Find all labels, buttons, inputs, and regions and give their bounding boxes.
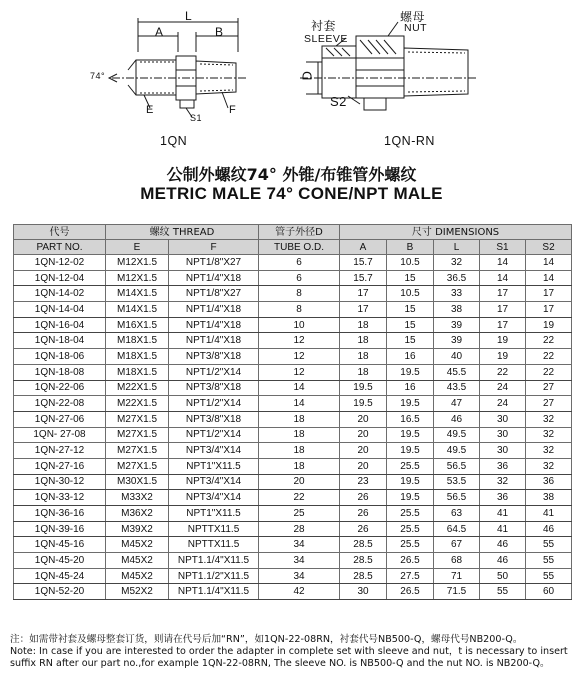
cell-dim-a: 20	[340, 427, 387, 443]
cell-thread-f: NPT1/2"X14	[169, 427, 259, 443]
cell-thread-f: NPT1/4"X18	[169, 333, 259, 349]
cell-thread-f: NPT1/4"X18	[169, 270, 259, 286]
table-row	[14, 302, 572, 318]
cell-part-no: 1QN-27-12	[14, 443, 106, 459]
cell-dim-s1: 30	[480, 443, 526, 459]
cell-dim-b: 19.5	[387, 443, 434, 459]
cell-dim-b: 15	[387, 333, 434, 349]
cell-tube-od: 6	[259, 255, 340, 271]
cell-dim-a: 18	[340, 333, 387, 349]
cell-dim-l: 36.5	[434, 270, 480, 286]
cell-thread-f: NPT3/4"X14	[169, 490, 259, 506]
drawing-caption-1qn-rn: 1QN-RN	[384, 134, 435, 148]
cell-dim-l: 64.5	[434, 521, 480, 537]
cell-dim-b: 10.5	[387, 286, 434, 302]
header-col-a: A	[340, 240, 387, 255]
cell-tube-od: 14	[259, 396, 340, 412]
cell-tube-od: 6	[259, 270, 340, 286]
cell-thread-f: NPTTX11.5	[169, 521, 259, 537]
dim-label-f: F	[229, 104, 237, 116]
cell-dim-a: 23	[340, 474, 387, 490]
table-row	[14, 584, 572, 600]
cell-thread-e: M45X2	[106, 553, 169, 569]
note-line-en-1: Note: In case if you are interested to order the adapter in complete set with sleeve and nut，t is necessary to insert	[10, 646, 568, 657]
cell-part-no: 1QN-14-02	[14, 286, 106, 302]
cell-dim-l: 49.5	[434, 443, 480, 459]
cell-thread-e: M39X2	[106, 521, 169, 537]
header-col-s2: S2	[526, 240, 572, 255]
cell-thread-f: NPT3/4"X14	[169, 443, 259, 459]
cell-tube-od: 25	[259, 506, 340, 522]
dim-label-s1: S1	[190, 113, 203, 123]
cell-thread-e: M14X1.5	[106, 286, 169, 302]
table-row	[14, 364, 572, 380]
table-row	[14, 317, 572, 333]
header-col-b: B	[387, 240, 434, 255]
cell-thread-e: M36X2	[106, 506, 169, 522]
cell-tube-od: 8	[259, 302, 340, 318]
cell-thread-e: M14X1.5	[106, 302, 169, 318]
cell-thread-f: NPT3/8"X18	[169, 349, 259, 365]
cell-dim-l: 47	[434, 396, 480, 412]
cell-tube-od: 22	[259, 490, 340, 506]
cell-dim-b: 15	[387, 317, 434, 333]
cell-part-no: 1QN-45-16	[14, 537, 106, 553]
cell-dim-a: 18	[340, 364, 387, 380]
title-english: METRIC MALE 74° CONE/NPT MALE	[140, 184, 443, 203]
sleeve-label-en: SLEEVE	[304, 33, 348, 45]
cell-dim-a: 26	[340, 490, 387, 506]
cell-dim-s2: 17	[526, 286, 572, 302]
cell-tube-od: 18	[259, 411, 340, 427]
cell-dim-a: 17	[340, 286, 387, 302]
cell-dim-l: 71	[434, 568, 480, 584]
cell-tube-od: 14	[259, 380, 340, 396]
cell-dim-b: 10.5	[387, 255, 434, 271]
table-row	[14, 333, 572, 349]
cell-part-no: 1QN-16-04	[14, 317, 106, 333]
table-row	[14, 490, 572, 506]
cell-dim-s2: 22	[526, 333, 572, 349]
cell-tube-od: 12	[259, 333, 340, 349]
cell-dim-b: 25.5	[387, 521, 434, 537]
note-line-cn: 注：如需带衬套及螺母整套订货，则请在代号后加“RN”，如1QN-22-08RN，衬套代号NB500-Q，螺母代号NB200-Q。	[10, 634, 523, 645]
cell-thread-f: NPTTX11.5	[169, 537, 259, 553]
header-f: F	[169, 240, 259, 255]
cell-dim-a: 17	[340, 302, 387, 318]
cell-thread-e: M18X1.5	[106, 333, 169, 349]
cell-dim-s1: 46	[480, 537, 526, 553]
cell-dim-s1: 19	[480, 333, 526, 349]
cell-dim-l: 45.5	[434, 364, 480, 380]
cell-thread-f: NPT1/8"X27	[169, 255, 259, 271]
cell-thread-e: M45X2	[106, 568, 169, 584]
cell-dim-l: 68	[434, 553, 480, 569]
cell-dim-s2: 22	[526, 349, 572, 365]
cell-dim-s1: 32	[480, 474, 526, 490]
cell-thread-e: M16X1.5	[106, 317, 169, 333]
cell-dim-a: 15.7	[340, 270, 387, 286]
cell-tube-od: 10	[259, 317, 340, 333]
cell-tube-od: 28	[259, 521, 340, 537]
cell-dim-s1: 17	[480, 286, 526, 302]
cell-tube-od: 8	[259, 286, 340, 302]
cell-dim-s1: 22	[480, 364, 526, 380]
cell-dim-b: 25.5	[387, 506, 434, 522]
cell-dim-l: 56.5	[434, 458, 480, 474]
cell-thread-e: M22X1.5	[106, 380, 169, 396]
cell-dim-a: 19.5	[340, 380, 387, 396]
cell-dim-s2: 60	[526, 584, 572, 600]
cell-part-no: 1QN-22-06	[14, 380, 106, 396]
cell-dim-a: 30	[340, 584, 387, 600]
header-part-en: PART NO.	[14, 240, 106, 255]
cell-dim-l: 63	[434, 506, 480, 522]
cell-dim-s1: 30	[480, 427, 526, 443]
header-col-s1: S1	[480, 240, 526, 255]
cell-thread-f: NPT1.1/2"X11.5	[169, 568, 259, 584]
cell-dim-s2: 55	[526, 537, 572, 553]
cell-dim-s2: 41	[526, 506, 572, 522]
cell-dim-s2: 27	[526, 396, 572, 412]
cell-part-no: 1QN-52-20	[14, 584, 106, 600]
cell-dim-b: 19.5	[387, 490, 434, 506]
cell-thread-f: NPT3/8"X18	[169, 380, 259, 396]
cell-dim-b: 27.5	[387, 568, 434, 584]
cell-tube-od: 34	[259, 537, 340, 553]
cell-dim-s2: 38	[526, 490, 572, 506]
cell-thread-e: M52X2	[106, 584, 169, 600]
cell-part-no: 1QN-45-20	[14, 553, 106, 569]
cell-part-no: 1QN-27-06	[14, 411, 106, 427]
cell-dim-a: 20	[340, 458, 387, 474]
cell-dim-l: 46	[434, 411, 480, 427]
cell-thread-f: NPT1/4"X18	[169, 317, 259, 333]
cell-dim-b: 16	[387, 380, 434, 396]
cell-thread-e: M12X1.5	[106, 270, 169, 286]
cell-part-no: 1QN-18-08	[14, 364, 106, 380]
cell-part-no: 1QN-36-16	[14, 506, 106, 522]
cell-thread-f: NPT1/8"X27	[169, 286, 259, 302]
cell-tube-od: 18	[259, 458, 340, 474]
table-row	[14, 537, 572, 553]
cell-dim-s1: 14	[480, 255, 526, 271]
cell-thread-f: NPT1"X11.5	[169, 458, 259, 474]
cell-dim-s2: 55	[526, 568, 572, 584]
cell-dim-s2: 55	[526, 553, 572, 569]
cell-tube-od: 34	[259, 553, 340, 569]
cell-dim-s2: 32	[526, 411, 572, 427]
cell-dim-a: 28.5	[340, 537, 387, 553]
cell-dim-a: 20	[340, 443, 387, 459]
cell-dim-s2: 46	[526, 521, 572, 537]
cell-dim-b: 26.5	[387, 553, 434, 569]
cell-thread-f: NPT1"X11.5	[169, 506, 259, 522]
table-row	[14, 270, 572, 286]
cell-dim-l: 40	[434, 349, 480, 365]
cell-part-no: 1QN-22-08	[14, 396, 106, 412]
cell-dim-b: 19.5	[387, 364, 434, 380]
cell-dim-b: 16	[387, 349, 434, 365]
cell-thread-e: M27X1.5	[106, 443, 169, 459]
cell-dim-s1: 50	[480, 568, 526, 584]
cell-dim-s2: 14	[526, 270, 572, 286]
cell-dim-s2: 17	[526, 302, 572, 318]
cell-part-no: 1QN-18-06	[14, 349, 106, 365]
cell-dim-s1: 17	[480, 317, 526, 333]
cell-part-no: 1QN-18-04	[14, 333, 106, 349]
cell-thread-f: NPT1/4"X18	[169, 302, 259, 318]
dim-label-l: L	[185, 9, 193, 23]
footnote	[10, 634, 575, 670]
header-tube-en: TUBE O.D.	[259, 240, 340, 255]
cell-thread-e: M12X1.5	[106, 255, 169, 271]
header-e: E	[106, 240, 169, 255]
cell-dim-s1: 24	[480, 396, 526, 412]
cell-thread-f: NPT1.1/4"X11.5	[169, 553, 259, 569]
nut-label-cn: 螺母	[400, 10, 426, 24]
cell-dim-s1: 41	[480, 506, 526, 522]
header-tube-cn: 管子外径D	[259, 225, 340, 240]
cell-dim-l: 56.5	[434, 490, 480, 506]
cell-thread-f: NPT3/4"X14	[169, 474, 259, 490]
cell-part-no: 1QN-33-12	[14, 490, 106, 506]
cell-dim-a: 18	[340, 349, 387, 365]
cell-dim-s1: 55	[480, 584, 526, 600]
table-row	[14, 286, 572, 302]
table-row	[14, 349, 572, 365]
cell-dim-s1: 36	[480, 490, 526, 506]
cell-dim-l: 67	[434, 537, 480, 553]
cell-dim-b: 25.5	[387, 537, 434, 553]
cell-dim-l: 33	[434, 286, 480, 302]
cell-dim-a: 19.5	[340, 396, 387, 412]
dim-label-b: B	[215, 25, 224, 39]
dim-label-d: D	[299, 70, 315, 81]
cell-thread-e: M27X1.5	[106, 458, 169, 474]
table-row	[14, 568, 572, 584]
cell-dim-s1: 46	[480, 553, 526, 569]
cell-tube-od: 20	[259, 474, 340, 490]
dim-label-e: E	[146, 104, 154, 116]
cell-dim-b: 16.5	[387, 411, 434, 427]
cell-dim-l: 38	[434, 302, 480, 318]
cell-part-no: 1QN-39-16	[14, 521, 106, 537]
dim-label-a: A	[155, 25, 164, 39]
table-row	[14, 396, 572, 412]
cell-thread-e: M33X2	[106, 490, 169, 506]
cell-dim-l: 71.5	[434, 584, 480, 600]
cell-dim-b: 19.5	[387, 474, 434, 490]
cell-dim-l: 32	[434, 255, 480, 271]
cell-thread-f: NPT1/2"X14	[169, 364, 259, 380]
cell-part-no: 1QN-27-16	[14, 458, 106, 474]
cell-dim-l: 43.5	[434, 380, 480, 396]
cell-dim-b: 15	[387, 270, 434, 286]
nut-label-en: NUT	[404, 22, 428, 34]
cell-dim-s2: 27	[526, 380, 572, 396]
cell-dim-s2: 32	[526, 443, 572, 459]
cell-dim-s1: 14	[480, 270, 526, 286]
cell-dim-b: 25.5	[387, 458, 434, 474]
table-row	[14, 443, 572, 459]
table-row	[14, 553, 572, 569]
table-row	[14, 458, 572, 474]
table-body	[14, 255, 572, 600]
cell-tube-od: 18	[259, 427, 340, 443]
cell-tube-od: 34	[259, 568, 340, 584]
cell-dim-b: 26.5	[387, 584, 434, 600]
cell-dim-s2: 32	[526, 427, 572, 443]
cell-dim-a: 18	[340, 317, 387, 333]
cell-dim-s1: 30	[480, 411, 526, 427]
header-dimensions: 尺寸 DIMENSIONS	[340, 225, 572, 240]
cell-dim-l: 39	[434, 333, 480, 349]
cell-dim-s2: 19	[526, 317, 572, 333]
cell-thread-e: M22X1.5	[106, 396, 169, 412]
cell-thread-e: M18X1.5	[106, 349, 169, 365]
table-row	[14, 506, 572, 522]
cell-dim-a: 20	[340, 411, 387, 427]
table-row	[14, 474, 572, 490]
header-thread: 螺纹 THREAD	[106, 225, 259, 240]
cell-tube-od: 12	[259, 349, 340, 365]
cell-tube-od: 18	[259, 443, 340, 459]
cell-dim-a: 28.5	[340, 553, 387, 569]
cell-dim-s2: 36	[526, 474, 572, 490]
cell-thread-f: NPT1/2"X14	[169, 396, 259, 412]
cell-tube-od: 12	[259, 364, 340, 380]
dim-label-s2: S2	[330, 94, 347, 109]
table-row	[14, 411, 572, 427]
cell-thread-f: NPT3/8"X18	[169, 411, 259, 427]
table-row	[14, 255, 572, 271]
sleeve-label-cn: 衬套	[311, 19, 337, 33]
cell-dim-b: 19.5	[387, 396, 434, 412]
cell-thread-e: M45X2	[106, 537, 169, 553]
cell-dim-l: 39	[434, 317, 480, 333]
cell-dim-s1: 19	[480, 349, 526, 365]
cell-dim-a: 26	[340, 521, 387, 537]
cell-thread-e: M27X1.5	[106, 411, 169, 427]
title-chinese: 公制外螺纹74° 外锥/布锥管外螺纹	[166, 165, 417, 184]
cell-dim-s1: 36	[480, 458, 526, 474]
cell-dim-s2: 22	[526, 364, 572, 380]
header-col-l: L	[434, 240, 480, 255]
cell-thread-f: NPT1.1/4"X11.5	[169, 584, 259, 600]
cell-part-no: 1QN-12-04	[14, 270, 106, 286]
cell-dim-s2: 32	[526, 458, 572, 474]
fitting-drawings	[0, 0, 583, 152]
table-row	[14, 380, 572, 396]
note-line-en-2: suffix RN after our part no.,for example 1QN-22-08RN, The sleeve NO. is NB500-Q and the nut NO. is NB200-Q。	[10, 658, 550, 669]
dimensions-table	[13, 224, 572, 600]
cell-thread-e: M18X1.5	[106, 364, 169, 380]
cell-dim-s1: 41	[480, 521, 526, 537]
cell-part-no: 1QN-30-12	[14, 474, 106, 490]
cell-dim-s1: 17	[480, 302, 526, 318]
cell-dim-l: 53.5	[434, 474, 480, 490]
dim-label-angle: 74°	[90, 71, 106, 81]
header-part-cn: 代号	[14, 225, 106, 240]
cell-dim-s1: 24	[480, 380, 526, 396]
cell-dim-b: 19.5	[387, 427, 434, 443]
cell-thread-e: M30X1.5	[106, 474, 169, 490]
cell-dim-a: 15.7	[340, 255, 387, 271]
cell-part-no: 1QN-45-24	[14, 568, 106, 584]
cell-tube-od: 42	[259, 584, 340, 600]
cell-part-no: 1QN- 27-08	[14, 427, 106, 443]
cell-part-no: 1QN-12-02	[14, 255, 106, 271]
cell-dim-b: 15	[387, 302, 434, 318]
cell-dim-a: 28.5	[340, 568, 387, 584]
drawing-caption-1qn: 1QN	[160, 134, 188, 148]
table-row	[14, 427, 572, 443]
cell-dim-a: 26	[340, 506, 387, 522]
cell-thread-e: M27X1.5	[106, 427, 169, 443]
table-row	[14, 521, 572, 537]
cell-dim-l: 49.5	[434, 427, 480, 443]
cell-part-no: 1QN-14-04	[14, 302, 106, 318]
cell-dim-s2: 14	[526, 255, 572, 271]
fitting-1qn-rn-drawing	[0, 0, 583, 152]
